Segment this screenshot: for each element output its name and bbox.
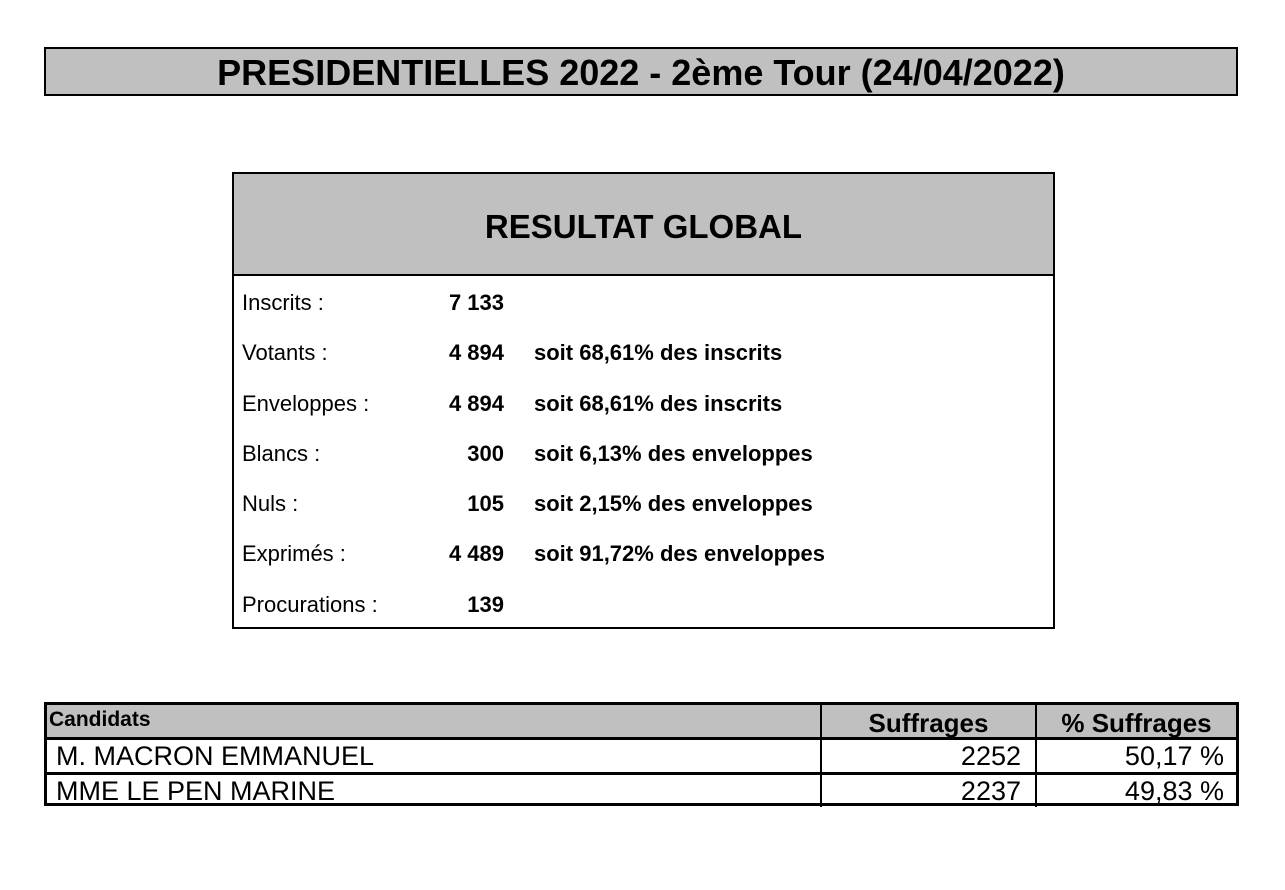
stat-label: Exprimés : [242,541,346,566]
stat-label: Votants : [242,340,328,365]
stat-row-nuls [234,489,1053,519]
candidate-suffrages: 2237 [820,775,1035,807]
stat-row-blancs [234,439,1053,469]
stat-row-votants [234,338,1053,368]
stat-note: soit 68,61% des inscrits [534,340,783,365]
stat-row-inscrits [234,288,1053,318]
stat-value: 4 894 [448,340,504,365]
candidate-name: MME LE PEN MARINE [56,776,336,806]
stat-label: Nuls : [242,491,299,516]
stat-note: soit 6,13% des enveloppes [534,441,813,466]
candidate-name: M. MACRON EMMANUEL [56,741,375,771]
stat-row-enveloppes [234,389,1053,419]
global-results-panel [232,172,1055,629]
stat-row-exprimes [234,539,1053,569]
stat-value: 7 133 [448,290,504,315]
stat-note: soit 91,72% des enveloppes [534,541,826,566]
global-results-header: RESULTAT GLOBAL [234,174,1053,276]
stat-label: Enveloppes : [242,391,370,416]
page-title: PRESIDENTIELLES 2022 - 2ème Tour (24/04/2022) [44,47,1238,96]
stat-row-procurations [234,590,1053,620]
candidate-suffrages: 2252 [820,740,1035,772]
stat-label: Procurations : [242,592,378,617]
stat-value: 4 489 [448,541,504,566]
column-header-pct-suffrages: % Suffrages [1035,705,1236,737]
table-row [47,740,1236,775]
stat-label: Blancs : [242,441,321,466]
stat-value: 105 [467,491,504,516]
table-row [47,775,1236,807]
stat-note: soit 68,61% des inscrits [534,391,783,416]
candidates-table [44,702,1239,806]
stat-value: 139 [467,592,504,617]
candidate-pct: 50,17 % [1035,740,1236,772]
column-header-candidats: Candidats [49,708,151,731]
stat-value: 4 894 [448,391,504,416]
column-header-suffrages: Suffrages [820,705,1035,737]
candidate-pct: 49,83 % [1035,775,1236,807]
stat-note: soit 2,15% des enveloppes [534,491,813,516]
table-header-row [47,705,1236,740]
stat-label: Inscrits : [242,290,324,315]
stat-value: 300 [467,441,504,466]
